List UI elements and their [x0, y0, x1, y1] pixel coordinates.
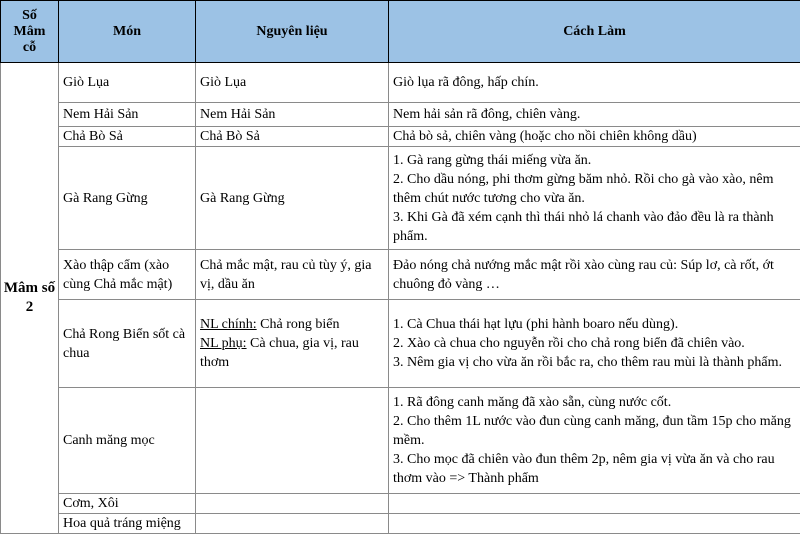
ingredient-cell[interactable]: [196, 63, 389, 103]
header-dish-cell[interactable]: [59, 1, 196, 63]
dish-cell[interactable]: [59, 300, 196, 388]
ingredient-cell[interactable]: [196, 147, 389, 250]
dish-name: Giò Lụa: [63, 75, 110, 90]
dish-name: Chả Bò Sả: [63, 129, 123, 144]
ingredient-sub: [200, 334, 385, 372]
dish-cell[interactable]: [59, 494, 196, 514]
table-row: [1, 103, 800, 127]
ingredient-cell[interactable]: [196, 103, 389, 127]
dish-cell[interactable]: [59, 250, 196, 300]
method-line: 3. Khi Gà đã xém cạnh thì thái nhỏ lá chanh vào đảo đều là ra thành phẩm.: [393, 209, 774, 244]
method-line: 3. Cho mọc đã chiên vào đun thêm 2p, nêm gia vị vừa ăn và cho rau thơm vào => Thành phẩm: [393, 452, 775, 486]
table-row: [1, 388, 800, 494]
dish-name: Nem Hải Sản: [63, 107, 139, 122]
method-cell[interactable]: [389, 103, 800, 127]
method-line: 1. Cà Chua thái hạt lựu (phi hành boaro nếu dùng).: [393, 317, 679, 332]
header-method-cell[interactable]: [389, 1, 800, 63]
dish-name: Xào thập cẩm (xào cùng Chả mắc mật): [63, 257, 173, 292]
method-line: Chả bò sả, chiên vàng (hoặc cho nồi chiên không dầu): [393, 129, 697, 144]
ingredient-sub-label: NL phụ:: [200, 336, 247, 351]
method-line: 2. Xào cà chua cho nguyễn rồi cho chả rong biển đã chiên vào.: [393, 336, 745, 351]
dish-cell[interactable]: [59, 103, 196, 127]
dish-name: Cơm, Xôi: [63, 496, 119, 511]
method-line: 2. Cho dầu nóng, phi thơm gừng băm nhỏ. Rồi cho gà vào xào, nêm thêm chút nước tương cho vừa ăn.: [393, 171, 774, 206]
ingredient-sub-value: Cà chua, gia vị, rau thơm: [200, 336, 359, 370]
dish-cell[interactable]: [59, 514, 196, 534]
ingredient-text: Gà Rang Gừng: [200, 190, 285, 206]
table-row: [1, 63, 800, 103]
header-ingredient-label: Nguyên liệu: [256, 23, 328, 39]
dish-cell[interactable]: [59, 63, 196, 103]
method-cell[interactable]: [389, 494, 800, 514]
dish-cell[interactable]: [59, 147, 196, 250]
method-cell[interactable]: [389, 300, 800, 388]
method-line: Nem hải sản rã đông, chiên vàng.: [393, 107, 581, 122]
ingredient-text: Giò Lụa: [200, 75, 247, 90]
method-cell[interactable]: [389, 127, 800, 147]
method-cell[interactable]: [389, 514, 800, 534]
ingredient-text: Chả mắc mật, rau củ tùy ý, gia vị, dầu ăn: [200, 257, 372, 292]
header-set-label: Số Mâm cỗ: [13, 7, 46, 55]
method-line: Giò lụa rã đông, hấp chín.: [393, 75, 539, 90]
table-row: [1, 514, 800, 534]
ingredient-cell[interactable]: [196, 127, 389, 147]
ingredient-text: Nem Hải Sản: [200, 107, 276, 122]
ingredient-cell[interactable]: [196, 388, 389, 494]
dish-cell[interactable]: [59, 127, 196, 147]
method-line: 1. Gà rang gừng thái miếng vừa ăn.: [393, 152, 592, 168]
header-ingredient-cell[interactable]: [196, 1, 389, 63]
method-line: 2. Cho thêm 1L nước vào đun cùng canh măng, đun tầm 15p cho măng mềm.: [393, 414, 791, 448]
header-method-label: Cách Làm: [563, 23, 626, 39]
ingredient-cell[interactable]: [196, 494, 389, 514]
dish-name: Canh măng mọc: [63, 433, 155, 448]
set-cell[interactable]: [1, 63, 59, 534]
method-cell[interactable]: [389, 250, 800, 300]
method-cell[interactable]: [389, 388, 800, 494]
header-set-cell[interactable]: [1, 1, 59, 63]
ingredient-main: [200, 315, 385, 334]
method-line: 1. Rã đông canh măng đã xào sẵn, cùng nước cốt.: [393, 395, 672, 410]
header-row: [1, 1, 800, 63]
dish-name: Gà Rang Gừng: [63, 190, 148, 206]
dish-name: Hoa quả tráng miệng: [63, 516, 181, 531]
dish-name: Chả Rong Biển sốt cà chua: [63, 326, 186, 361]
ingredient-cell[interactable]: [196, 514, 389, 534]
table-row: [1, 250, 800, 300]
ingredient-cell[interactable]: [196, 300, 389, 388]
table-row: [1, 127, 800, 147]
ingredient-text: Chả Bò Sả: [200, 129, 260, 144]
set-label: Mâm số 2: [3, 280, 56, 315]
method-line: Đảo nóng chả nướng mắc mật rồi xào cùng rau củ: Súp lơ, cà rốt, ớt chuông đỏ vàng …: [393, 257, 774, 292]
ingredient-main-label: NL chính:: [200, 317, 257, 332]
method-cell[interactable]: [389, 63, 800, 103]
table-row: [1, 494, 800, 514]
method-line: 3. Nêm gia vị cho vừa ăn rồi bắc ra, cho thêm rau mùi là thành phẩm.: [393, 355, 782, 370]
ingredient-cell[interactable]: [196, 250, 389, 300]
dish-cell[interactable]: [59, 388, 196, 494]
ingredient-main-value: Chả rong biển: [256, 317, 340, 332]
table-row: [1, 147, 800, 250]
method-cell[interactable]: [389, 147, 800, 250]
header-dish-label: Món: [113, 23, 141, 39]
table-row: [1, 300, 800, 388]
